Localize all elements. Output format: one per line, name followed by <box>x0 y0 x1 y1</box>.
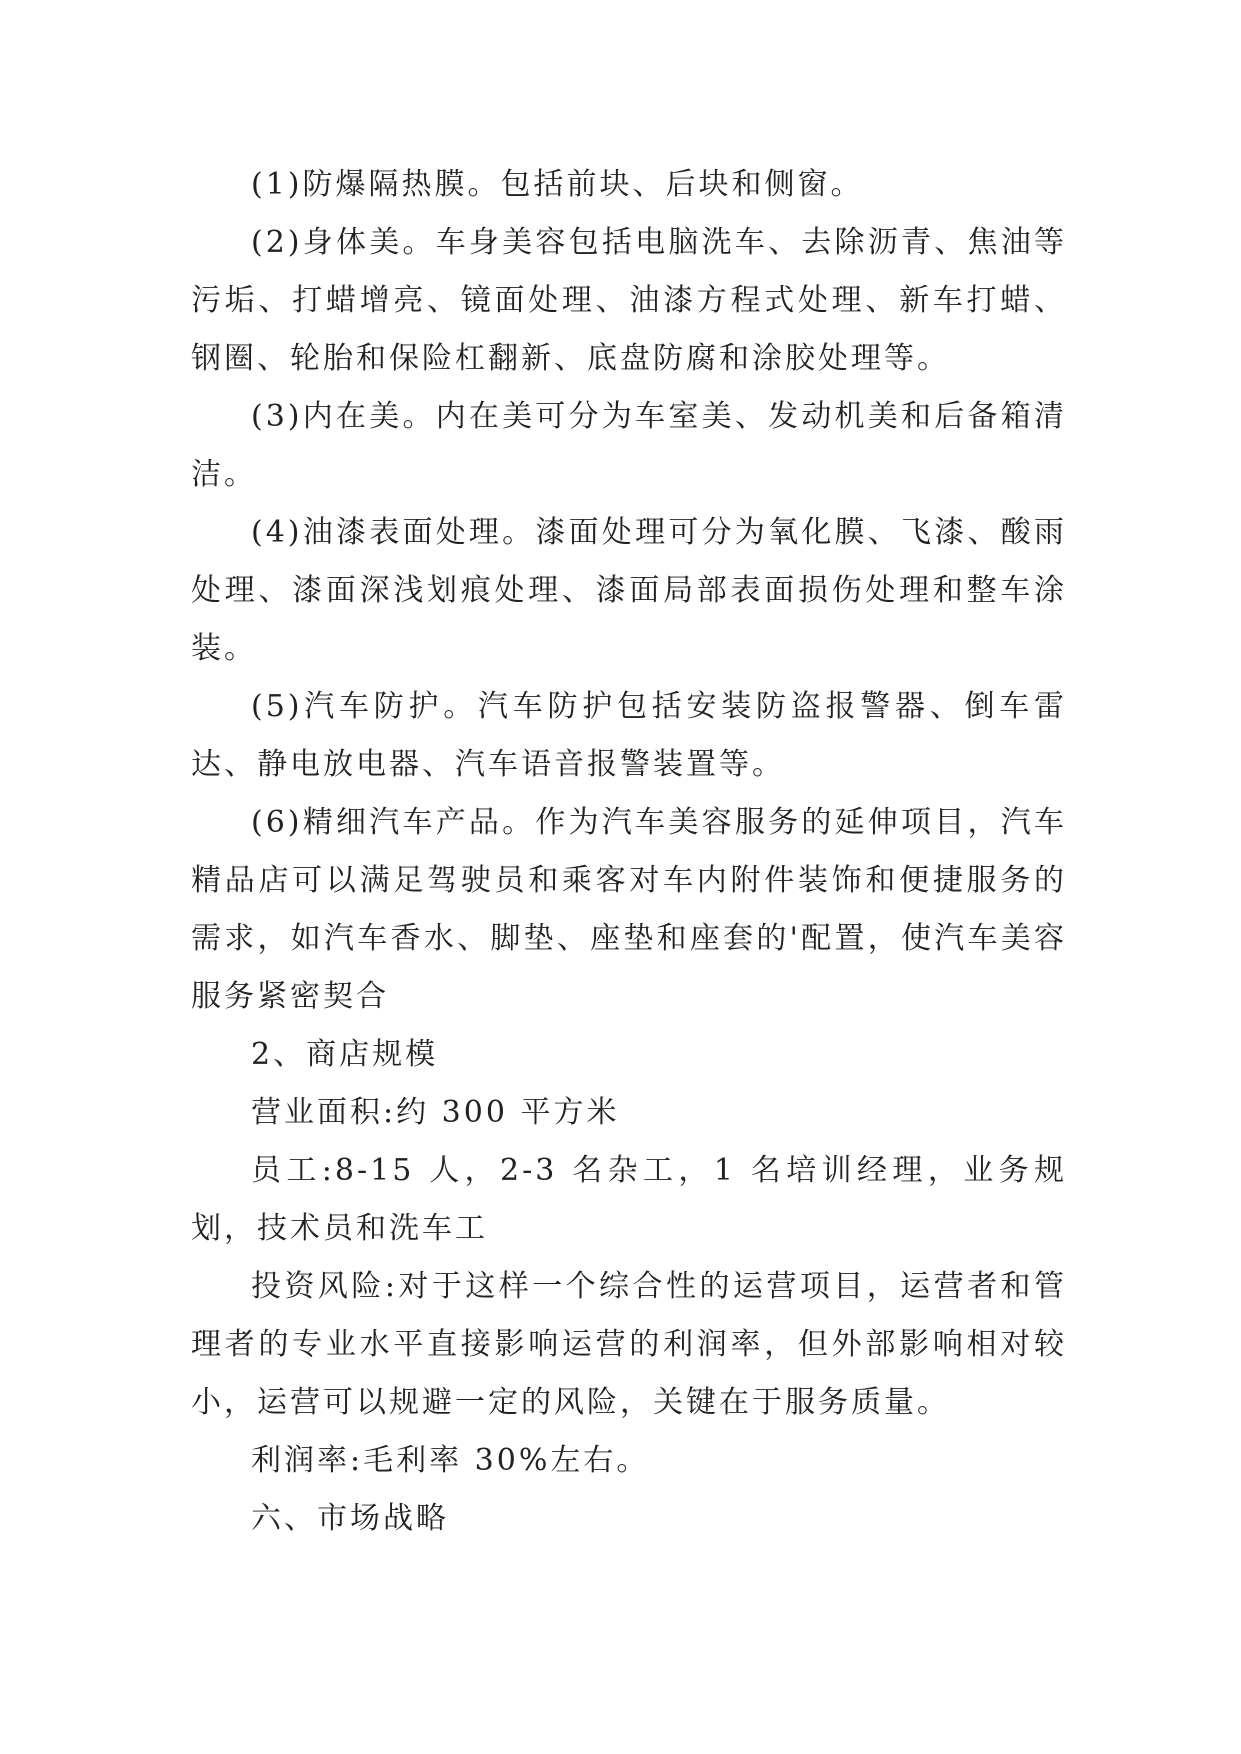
paragraph-profit-margin: 利润率:毛利率 30%左右。 <box>251 1443 650 1478</box>
paragraph-inner-beauty: (3)内在美。内在美可分为车室美、发动机美和后备箱清洁。 <box>191 399 1067 492</box>
paragraph-fine-car-products: (6)精细汽车产品。作为汽车美容服务的延伸项目，汽车精品店可以满足驾驶员和乘客对车内附件装饰和便捷服务的需求，如汽车香水、脚垫、座垫和座套的'配置，使汽车美容服务紧密契合 <box>191 805 1067 1014</box>
paragraph-paint-treatment: (4)油漆表面处理。漆面处理可分为氧化膜、飞漆、酸雨处理、漆面深浅划痕处理、漆面局部表面损伤处理和整车涂装。 <box>191 515 1067 666</box>
paragraph-business-area: 营业面积:约 300 平方米 <box>251 1095 620 1130</box>
heading-store-scale: 2、商店规模 <box>251 1037 439 1072</box>
paragraph-investment-risk: 投资风险:对于这样一个综合性的运营项目，运营者和管理者的专业水平直接影响运营的利润率，但外部影响相对较小，运营可以规避一定的风险，关键在于服务质量。 <box>191 1269 1067 1420</box>
heading-market-strategy: 六、市场战略 <box>251 1501 449 1536</box>
paragraph-car-protection: (5)汽车防护。汽车防护包括安装防盗报警器、倒车雷达、静电放电器、汽车语音报警装置等。 <box>191 689 1067 782</box>
paragraph-anti-explosion-film: (1)防爆隔热膜。包括前块、后块和侧窗。 <box>251 167 864 202</box>
paragraph-staff: 员工:8-15 人，2-3 名杂工，1 名培训经理，业务规划，技术员和洗车工 <box>191 1153 1067 1246</box>
paragraph-body-beauty: (2)身体美。车身美容包括电脑洗车、去除沥青、焦油等污垢、打蜡增亮、镜面处理、油漆方程式处理、新车打蜡、钢圈、轮胎和保险杠翻新、底盘防腐和涂胶处理等。 <box>191 225 1067 376</box>
document-body <box>191 156 1067 1548</box>
